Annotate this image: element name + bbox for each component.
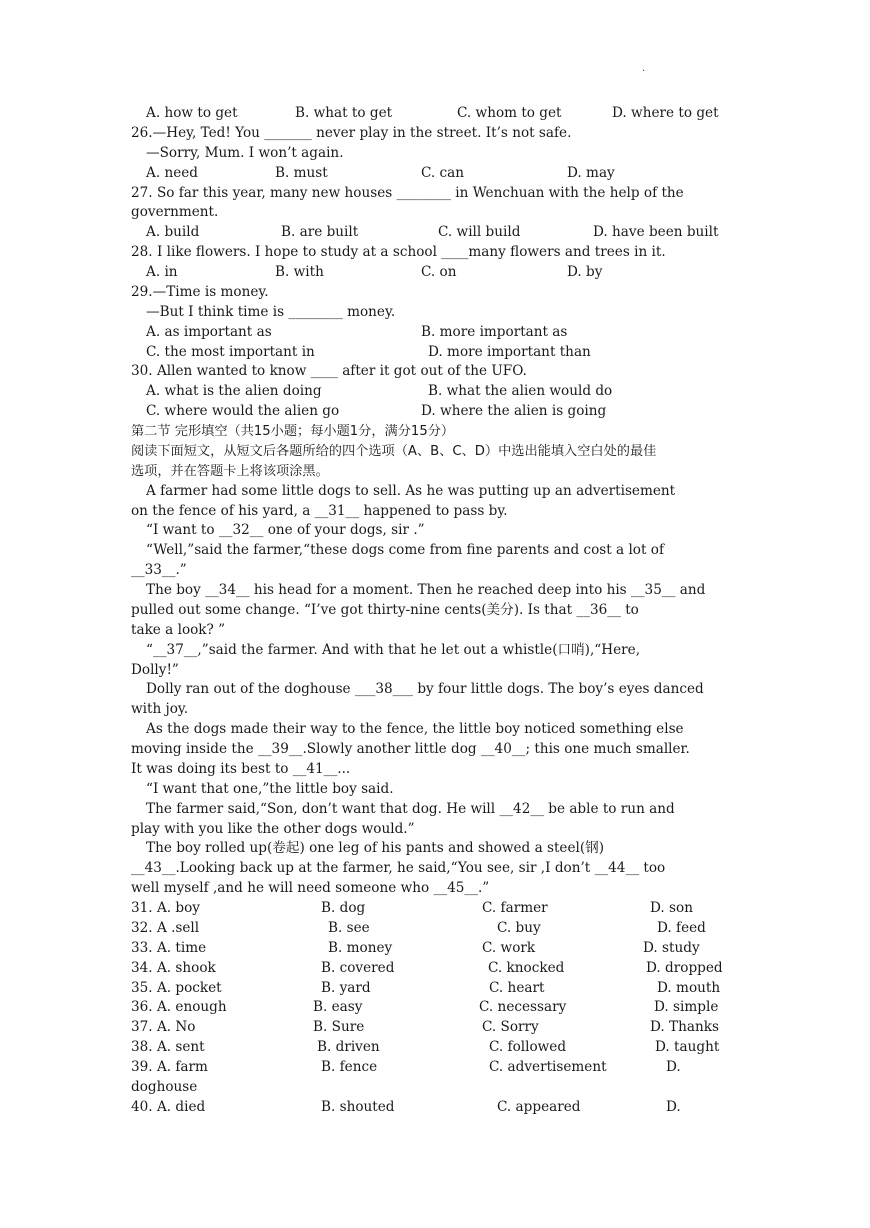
answer-d: D. dropped: [646, 959, 723, 976]
answer-b: B. covered: [321, 959, 395, 976]
section-instruction-cont: 选项，并在答题卡上将该项涂黑。: [131, 463, 329, 479]
option-a: A. in: [146, 264, 178, 280]
section-title: 第二节 完形填空（共15小题；每小题1分，满分15分）: [131, 424, 455, 439]
answer-c: C. Sorry: [482, 1019, 539, 1036]
option-d: D. by: [567, 264, 603, 280]
answer-num-a: 31. A. boy: [131, 900, 200, 916]
answer-b: B. Sure: [313, 1019, 365, 1036]
answer-num-a: 33. A. time: [131, 939, 207, 956]
answer-d: D.: [666, 1059, 681, 1075]
answer-d: D. mouth: [657, 979, 721, 996]
q29-stem: 29.—Time is money.: [131, 283, 269, 300]
passage-line: As the dogs made their way to the fence, the little boy noticed something else: [146, 721, 684, 738]
passage-line: __33__.”: [131, 562, 187, 579]
section-instruction: 阅读下面短文，从短文后各题所给的四个选项（A、B、C、D）中选出能填入空白处的最佳: [131, 443, 657, 459]
passage-line: __43__.Looking back up at the farmer, he said,“You see, sir ,I don’t __44__ too: [131, 860, 666, 877]
option-b: B. are built: [281, 224, 359, 241]
answer-b: B. yard: [321, 979, 371, 996]
answer-c: C. necessary: [479, 999, 567, 1016]
option-c: C. on: [421, 264, 457, 280]
passage-line: play with you like the other dogs would.”: [131, 820, 415, 837]
passage-line: Dolly!”: [131, 661, 179, 678]
option-b: B. what to get: [295, 105, 393, 121]
q28-stem: 28. I like flowers. I hope to study at a school ____many flowers and trees in it.: [131, 244, 666, 261]
answer-row-35: [131, 979, 725, 999]
answer-b: B. driven: [317, 1039, 380, 1056]
answer-num-a: 37. A. No: [131, 1019, 196, 1036]
answer-d: D. feed: [657, 919, 706, 936]
answer-num-a: 38. A. sent: [131, 1039, 205, 1056]
passage-line: “Well,”said the farmer,“these dogs come from fine parents and cost a lot of: [146, 542, 664, 559]
q29-reply: —But I think time is ________ money.: [146, 303, 396, 320]
answer-39-wrap: doghouse: [131, 1078, 198, 1095]
q27-options: [131, 223, 725, 243]
option-c: C. where would the alien go: [146, 403, 340, 420]
page-mark: ·: [642, 66, 646, 77]
answer-d: D. Thanks: [650, 1019, 719, 1036]
q29-options-cd: [131, 343, 725, 363]
answer-b: B. dog: [321, 900, 366, 916]
option-b: B. more important as: [421, 323, 568, 340]
option-a: A. need: [146, 164, 199, 181]
q30-options-cd: [131, 402, 725, 422]
passage-line: on the fence of his yard, a __31__ happened to pass by.: [131, 502, 508, 519]
answer-b: B. money: [328, 939, 393, 956]
passage-line: The boy rolled up(卷起) one leg of his pants and showed a steel(钢): [146, 840, 605, 857]
answer-row-33: [131, 939, 725, 959]
option-b: B. what the alien would do: [428, 383, 613, 400]
passage-line: moving inside the __39__.Slowly another little dog __40__; this one much smaller.: [131, 741, 690, 757]
passage-line: well myself ,and he will need someone who __45__.”: [131, 880, 490, 897]
passage-line: with joy.: [131, 701, 189, 718]
option-c: C. will build: [438, 224, 521, 241]
answer-d: D. simple: [654, 999, 719, 1016]
option-b: B. with: [275, 264, 324, 280]
option-a: A. what is the alien doing: [146, 383, 322, 400]
answer-d: D.: [666, 1098, 681, 1115]
answer-c: C. followed: [489, 1039, 567, 1056]
exam-page: [131, 104, 725, 1118]
answer-b: B. easy: [313, 999, 363, 1016]
answer-row-40: [131, 1098, 725, 1118]
passage-line: A farmer had some little dogs to sell. As he was putting up an advertisement: [146, 482, 676, 499]
answer-c: C. buy: [497, 919, 541, 936]
answer-num-a: 40. A. died: [131, 1098, 206, 1115]
option-c: C. whom to get: [457, 105, 562, 121]
answer-b: B. see: [328, 919, 370, 936]
option-a: A. how to get: [146, 105, 238, 121]
q30-options-ab: [131, 382, 725, 402]
option-d: D. where to get: [612, 105, 719, 121]
q25-options: [131, 104, 725, 124]
q26-options: [131, 164, 725, 184]
passage-line: The farmer said,“Son, don’t want that dog. He will __42__ be able to run and: [146, 800, 675, 817]
answer-d: D. son: [650, 900, 693, 916]
answer-num-a: 32. A .sell: [131, 919, 200, 936]
q28-options: [131, 263, 725, 283]
answer-num-a: 34. A. shook: [131, 959, 216, 976]
answer-c: C. knocked: [488, 959, 565, 976]
passage-line: “I want that one,”the little boy said.: [146, 780, 394, 797]
answer-row-38: [131, 1038, 725, 1058]
q26-reply: —Sorry, Mum. I won’t again.: [146, 144, 344, 161]
answer-c: C. heart: [489, 979, 545, 996]
option-b: B. must: [275, 164, 328, 181]
q30-stem: 30. Allen wanted to know ____ after it got out of the UFO.: [131, 363, 527, 380]
option-d: D. may: [567, 164, 615, 181]
option-a: A. as important as: [146, 323, 272, 340]
option-c: C. the most important in: [146, 343, 315, 360]
answer-row-32: [131, 919, 725, 939]
option-c: C. can: [421, 164, 465, 181]
q27-stem-cont: government.: [131, 204, 219, 221]
q26-stem: 26.—Hey, Ted! You _______ never play in the street. It’s not safe.: [131, 124, 572, 141]
answer-num-a: 36. A. enough: [131, 999, 227, 1016]
answer-d: D. taught: [655, 1039, 720, 1056]
passage-line: The boy __34__ his head for a moment. Then he reached deep into his __35__ and: [146, 582, 706, 598]
answer-row-34: [131, 959, 725, 979]
option-a: A. build: [146, 224, 200, 241]
q27-stem: 27. So far this year, many new houses ________ in Wenchuan with the help of the: [131, 184, 684, 201]
answer-row-37: [131, 1018, 725, 1038]
q29-options-ab: [131, 323, 725, 343]
passage-line: pulled out some change. “I’ve got thirty-nine cents(美分). Is that __36__ to: [131, 601, 639, 618]
answer-row-36: [131, 998, 725, 1018]
answer-b: B. shouted: [321, 1098, 395, 1115]
answer-b: B. fence: [321, 1059, 378, 1075]
answer-row-39: [131, 1058, 725, 1078]
passage-line: “I want to __32__ one of your dogs, sir .”: [146, 522, 425, 539]
answer-c: C. work: [482, 939, 536, 956]
answer-c: C. farmer: [482, 900, 548, 916]
passage-line: It was doing its best to __41__...: [131, 760, 351, 777]
answer-row-31: [131, 899, 725, 919]
passage-line: Dolly ran out of the doghouse ___38___ by four little dogs. The boy’s eyes danced: [146, 681, 704, 698]
answer-num-a: 35. A. pocket: [131, 979, 222, 996]
option-d: D. where the alien is going: [421, 403, 607, 420]
answer-d: D. study: [643, 939, 700, 956]
answer-num-a: 39. A. farm: [131, 1059, 208, 1075]
passage-line: take a look? ”: [131, 621, 226, 638]
option-d: D. have been built: [593, 224, 719, 241]
passage-line: “__37__,”said the farmer. And with that he let out a whistle(口哨),“Here,: [146, 641, 641, 658]
answer-c: C. appeared: [497, 1098, 581, 1115]
answer-c: C. advertisement: [489, 1059, 607, 1075]
option-d: D. more important than: [428, 343, 591, 360]
